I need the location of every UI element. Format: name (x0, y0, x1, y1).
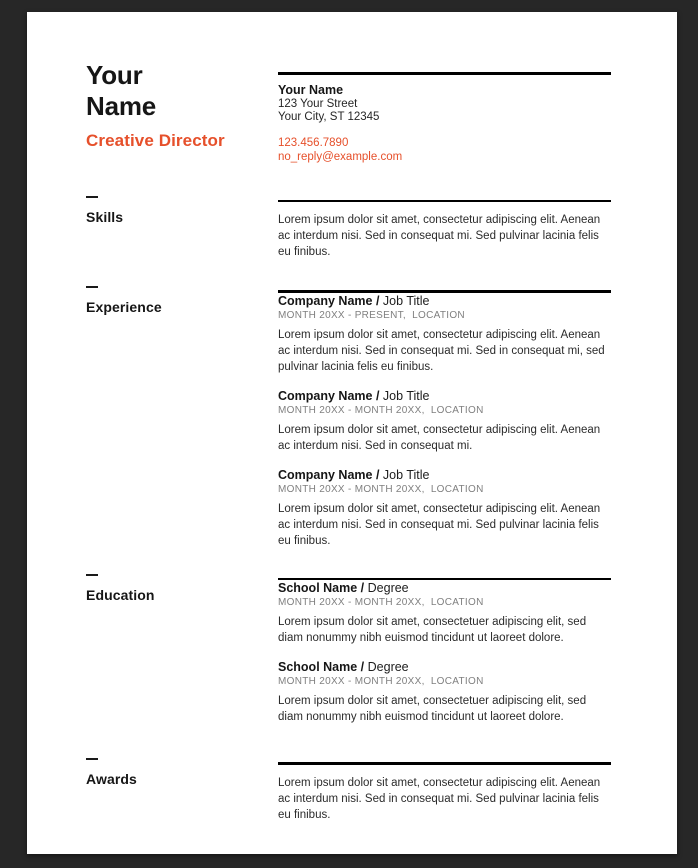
education-section-label: Education (86, 586, 155, 603)
experience-entry (278, 467, 611, 549)
section-dash (86, 196, 98, 198)
header-left-column (86, 60, 278, 151)
job-title-text: Job Title (382, 293, 430, 308)
education-entry (278, 580, 611, 646)
experience-entry-body: Lorem ipsum dolor sit amet, consectetur adipiscing elit. Aenean ac interdum nisi. Sed in consequat mi. Sed in consequat mi, sed pulvinar lacinia felis eu finibus. (278, 328, 605, 373)
contact-street: 123 Your Street (278, 97, 358, 110)
experience-entry-body: Lorem ipsum dolor sit amet, consectetur adipiscing elit. Aenean ac interdum nisi. Sed in consequat mi. (278, 423, 601, 452)
degree-text: Degree (367, 581, 409, 595)
education-entry-title (278, 580, 611, 596)
school-name: School Name / (278, 581, 365, 595)
contact-city: Your City, ST 12345 (278, 111, 380, 123)
header-section (86, 60, 611, 164)
awards-content-column (278, 758, 611, 823)
name-heading: Your Name (86, 60, 157, 121)
awards-body-text: Lorem ipsum dolor sit amet, consectetur adipiscing elit. Aenean ac interdum nisi. Sed in consequat mi. Sed pulvinar lacinia felis eu finibus. (278, 776, 601, 821)
contact-email[interactable]: no_reply@example.com (278, 150, 403, 163)
job-title-text: Job Title (382, 467, 430, 482)
header-divider-rule (278, 72, 611, 75)
education-entry (278, 659, 611, 725)
company-name: Company Name / (278, 388, 380, 403)
company-name: Company Name / (278, 293, 380, 308)
experience-entry (278, 293, 611, 375)
header-right-column (278, 60, 611, 164)
job-title-text: Job Title (382, 388, 430, 403)
education-entry-body: Lorem ipsum dolor sit amet, consectetuer adipiscing elit, sed diam nonummy nibh euismod tincidunt ut laoreet dolore. (278, 695, 587, 723)
skills-content-column (278, 196, 611, 261)
section-awards (86, 758, 611, 823)
awards-section-label: Awards (86, 771, 137, 787)
education-label-column (86, 574, 278, 604)
experience-content-column (278, 286, 611, 549)
experience-entry-dates: MONTH 20XX - MONTH 20XX, LOCATION (278, 404, 484, 416)
experience-entry-title (278, 388, 611, 404)
education-entry-title (278, 659, 611, 675)
experience-entry-dates: MONTH 20XX - MONTH 20XX, LOCATION (278, 483, 484, 495)
experience-entry-title (278, 467, 611, 483)
section-education (86, 574, 611, 726)
section-skills (86, 196, 611, 261)
awards-divider-rule (278, 762, 611, 765)
experience-entry (278, 388, 611, 454)
section-experience (86, 286, 611, 549)
school-name: School Name / (278, 660, 365, 674)
job-title: Creative Director (86, 131, 225, 150)
degree-text: Degree (367, 660, 409, 674)
skills-label-column (86, 196, 278, 226)
skills-divider-rule (278, 200, 611, 203)
section-dash (86, 574, 98, 576)
awards-label-column (86, 758, 278, 788)
skills-body-text: Lorem ipsum dolor sit amet, consectetur adipiscing elit. Aenean ac interdum nisi. Sed in consequat mi. Sed pulvinar lacinia felis eu finibus. (278, 214, 601, 258)
experience-section-label: Experience (86, 299, 162, 315)
experience-entry-title (278, 293, 611, 309)
experience-entry-body: Lorem ipsum dolor sit amet, consectetur adipiscing elit. Aenean ac interdum nisi. Sed in consequat mi. Sed pulvinar lacinia felis eu finibus. (278, 502, 601, 547)
experience-label-column (86, 286, 278, 316)
education-entry-body: Lorem ipsum dolor sit amet, consectetuer adipiscing elit, sed diam nonummy nibh euismod tincidunt ut laoreet dolore. (278, 616, 587, 644)
contact-phone: 123.456.7890 (278, 136, 349, 149)
section-dash (86, 758, 98, 760)
education-entry-dates: MONTH 20XX - MONTH 20XX, LOCATION (278, 597, 484, 608)
education-entry-dates: MONTH 20XX - MONTH 20XX, LOCATION (278, 676, 484, 687)
section-dash (86, 286, 98, 288)
education-content-column (278, 574, 611, 726)
resume-page (27, 12, 677, 854)
company-name: Company Name / (278, 467, 380, 482)
skills-section-label: Skills (86, 208, 124, 225)
contact-name: Your Name (278, 82, 344, 97)
experience-entry-dates: MONTH 20XX - PRESENT, LOCATION (278, 309, 465, 321)
